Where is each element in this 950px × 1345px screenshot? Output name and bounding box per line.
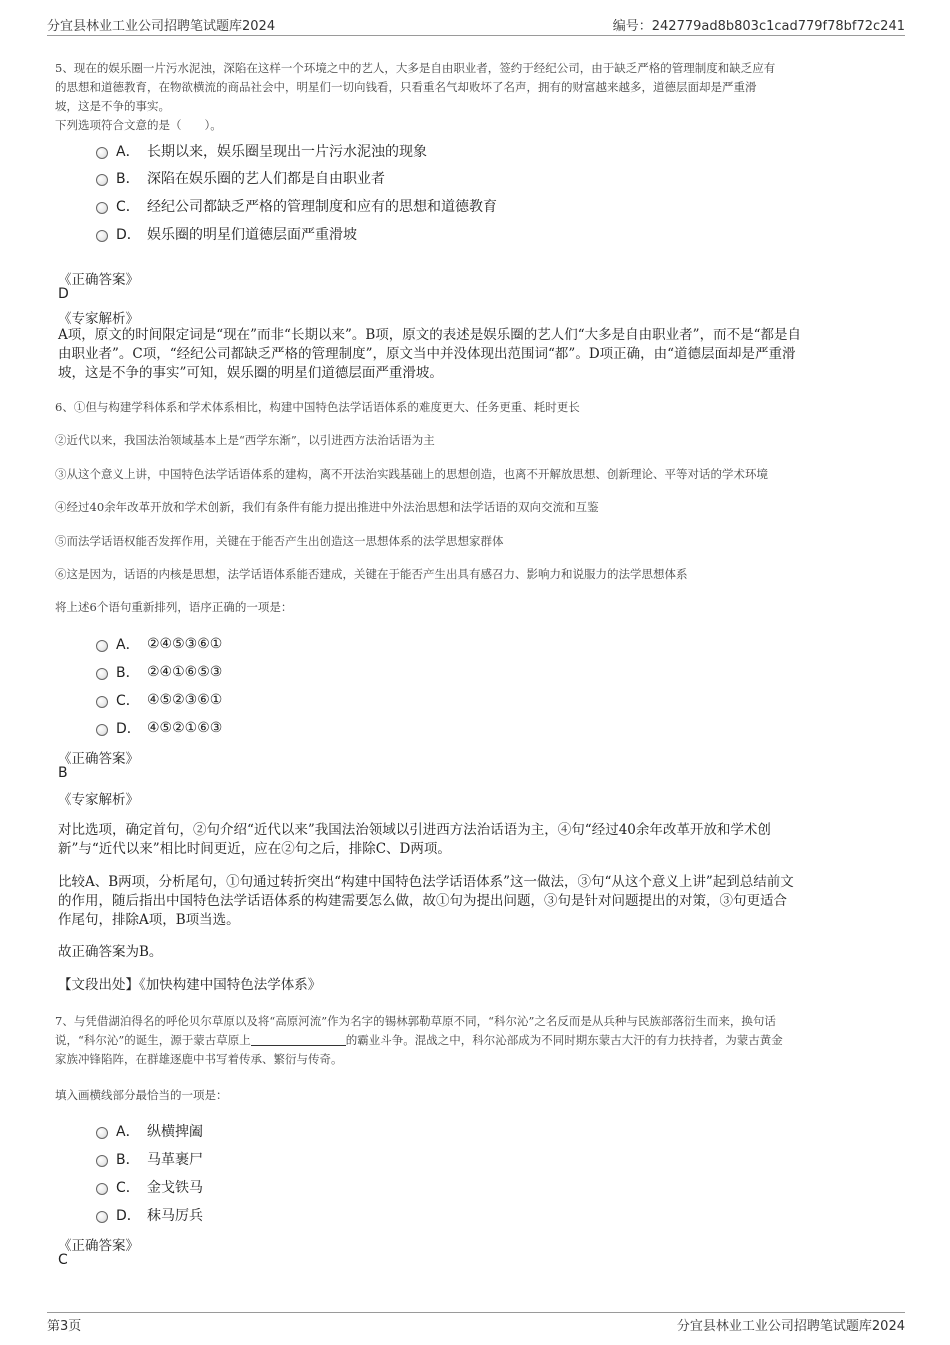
q6-sentence: ②近代以来，我国法治领域基本上是“西学东渐”，以引进西方法治话语为主 <box>55 433 435 447</box>
q7-stem-line: 家族冲锋陷阵，在群雄逐鹿中书写着传承、繁衍与传奇。 <box>55 1052 343 1066</box>
option-letter: B． <box>116 665 140 681</box>
option-text: 纵横捭阖 <box>147 1124 203 1140</box>
q6-sentence: ⑥这是因为，话语的内核是思想，法学话语体系能否建成，关键在于能否产生出具有感召力、影响力和说服力的法学思想体系 <box>55 567 688 581</box>
q6-sentence: ③从这个意义上讲，中国特色法学话语体系的建构，离不开法治实践基础上的思想创造，也离不开解放思想、创新理论、平等对话的学术环境 <box>55 467 768 481</box>
radio-icon[interactable] <box>96 668 108 680</box>
q6-analysis-label: 《专家解析》 <box>58 792 139 808</box>
radio-icon[interactable] <box>96 174 108 186</box>
q7-option-c[interactable] <box>96 1176 203 1198</box>
option-text: 马革裹尸 <box>147 1152 203 1168</box>
q5-stem-line: 坡，这是不争的事实。 <box>55 99 170 113</box>
option-letter: D． <box>116 721 141 737</box>
analysis-line: 比较A、B两项，分析尾句，①句通过转折突出“构建中国特色法学话语体系”这一做法，③句“从这个意义上讲”起到总结前文 <box>58 874 794 890</box>
q5-stem-line: 5、现在的娱乐圈一片污水泥浊，深陷在这样一个环境之中的艺人，大多是自由职业者，签约于经纪公司，由于缺乏严格的管理制度和缺乏应有 <box>55 61 776 75</box>
option-text: 金戈铁马 <box>147 1180 203 1196</box>
option-text: ②④①⑥⑤③ <box>147 664 223 680</box>
option-letter: C． <box>116 1180 140 1196</box>
q6-analysis-conclusion: 故正确答案为B。 <box>58 944 163 960</box>
q7-stem-line: 7、与凭借湖泊得名的呼伦贝尔草原以及将“高原河流”作为名字的锡林郭勒草原不同，“科尔沁”之名反而是从兵种与民族部落衍生而来，换句话 <box>55 1014 776 1028</box>
q7-answer: C <box>58 1252 68 1268</box>
analysis-line: 对比选项，确定首句，②句介绍“近代以来”我国法治领域以引进西方法治话语为主，④句“经过40余年改革开放和学术创 <box>58 822 771 838</box>
radio-icon[interactable] <box>96 1127 108 1139</box>
q6-analysis-paragraph-2 <box>58 873 888 930</box>
option-text: ②④⑤③⑥① <box>147 636 223 652</box>
footer-title: 分宜县林业工业公司招聘笔试题库2024 <box>676 1319 905 1334</box>
q7-option-a[interactable] <box>96 1120 203 1142</box>
q5-option-a[interactable] <box>96 140 427 162</box>
option-letter: C． <box>116 199 140 215</box>
q5-stem-line: 的思想和道德教育，在物欲横流的商品社会中，明星们一切向钱看，只看重名气却败坏了名声，拥有的财富越来越多，道德层面却是严重滑 <box>55 80 757 94</box>
radio-icon[interactable] <box>96 1211 108 1223</box>
page-number: 第3页 <box>47 1319 82 1334</box>
q6-question: 将上述6个语句重新排列，语序正确的一项是： <box>55 600 293 614</box>
option-letter: A． <box>116 144 140 160</box>
header-code: 编号：242779ad8b803c1cad779f78bf72c241 <box>612 19 905 34</box>
q7-stem-after-blank: 的霸业斗争。混战之中，科尔沁部成为不同时期东蒙古大汗的有力扶持者，为蒙古黄金 <box>345 1033 783 1047</box>
analysis-line: 作尾句，排除A项，B项当选。 <box>58 912 240 928</box>
analysis-line: A项，原文的时间限定词是“现在”而非“长期以来”。B项，原文的表述是娱乐圈的艺人们“大多是自由职业者”，而不是“都是自 <box>58 327 801 343</box>
analysis-line: 由职业者”。C项，“经纪公司都缺乏严格的管理制度”，原文当中并没体现出范围词“都”。D项正确，由“道德层面却是严重滑 <box>58 346 796 362</box>
q5-stem <box>55 59 905 135</box>
radio-icon[interactable] <box>96 230 108 242</box>
option-text: ④⑤②①⑥③ <box>147 720 223 736</box>
q6-answer-label: 《正确答案》 <box>58 751 139 767</box>
q6-answer: B <box>58 765 68 781</box>
q6-sentence: ④经过40余年改革开放和学术创新，我们有条件有能力提出推进中外法治思想和法学话语的双向交流和互鉴 <box>55 500 599 514</box>
header-title: 分宜县林业工业公司招聘笔试题库2024 <box>47 19 276 34</box>
page-footer <box>47 1312 905 1333</box>
q5-answer: D <box>58 286 69 302</box>
analysis-line: 新”与“近代以来”相比时间更近，应在②句之后，排除C、D两项。 <box>58 841 451 857</box>
option-letter: D． <box>116 227 141 243</box>
q7-answer-label: 《正确答案》 <box>58 1238 139 1254</box>
option-text: 秣马厉兵 <box>147 1208 203 1224</box>
q7-option-b[interactable] <box>96 1148 203 1170</box>
q7-stem-before-blank: 说，“科尔沁”的诞生，源于蒙古草原上 <box>55 1033 251 1047</box>
q6-source: 【文段出处】《加快构建中国特色法学体系》 <box>58 977 322 993</box>
q5-analysis-label: 《专家解析》 <box>58 311 139 327</box>
q6-option-c[interactable] <box>96 689 222 711</box>
radio-icon[interactable] <box>96 1155 108 1167</box>
q7-stem <box>55 1012 915 1069</box>
q6-option-d[interactable] <box>96 717 222 739</box>
q5-analysis <box>58 326 888 383</box>
q5-stem-question: 下列选项符合文意的是（ ）。 <box>55 118 222 132</box>
option-letter: D． <box>116 1208 141 1224</box>
q6-analysis-paragraph-1 <box>58 821 888 859</box>
q5-option-b[interactable] <box>96 167 385 189</box>
q7-option-d[interactable] <box>96 1204 203 1226</box>
q5-answer-label: 《正确答案》 <box>58 272 139 288</box>
q7-stem-line <box>55 1031 915 1050</box>
radio-icon[interactable] <box>96 147 108 159</box>
option-letter: B． <box>116 171 140 187</box>
q6-option-b[interactable] <box>96 661 222 683</box>
radio-icon[interactable] <box>96 724 108 736</box>
option-text: ④⑤②③⑥① <box>147 692 223 708</box>
q7-question: 填入画横线部分最恰当的一项是： <box>55 1088 228 1102</box>
analysis-line: 的作用，随后指出中国特色法学话语体系的构建需要怎么做，故①句为提出问题，③句是针对问题提出的对策，③句更适合 <box>58 893 787 909</box>
option-text: 长期以来，娱乐圈呈现出一片污水泥浊的现象 <box>147 144 427 160</box>
option-text: 娱乐圈的明星们道德层面严重滑坡 <box>147 227 357 243</box>
option-letter: A． <box>116 637 140 653</box>
q6-sentence: 6、①但与构建学科体系和学术体系相比，构建中国特色法学话语体系的难度更大、任务更重、耗时更长 <box>55 400 580 414</box>
option-text: 经纪公司都缺乏严格的管理制度和应有的思想和道德教育 <box>147 199 497 215</box>
radio-icon[interactable] <box>96 696 108 708</box>
radio-icon[interactable] <box>96 1183 108 1195</box>
analysis-line: 坡，这是不争的事实”可知，娱乐圈的明星们道德层面严重滑坡。 <box>58 365 443 381</box>
radio-icon[interactable] <box>96 640 108 652</box>
option-letter: C． <box>116 693 140 709</box>
q6-option-a[interactable] <box>96 633 222 655</box>
q6-sentence: ⑤而法学话语权能否发挥作用，关键在于能否产生出创造这一思想体系的法学思想家群体 <box>55 534 504 548</box>
q5-option-c[interactable] <box>96 195 497 217</box>
option-letter: B． <box>116 1152 140 1168</box>
option-letter: A． <box>116 1124 140 1140</box>
option-text: 深陷在娱乐圈的艺人们都是自由职业者 <box>147 171 385 187</box>
fill-blank <box>251 1032 346 1046</box>
page-header <box>47 13 905 36</box>
radio-icon[interactable] <box>96 202 108 214</box>
q5-option-d[interactable] <box>96 223 357 245</box>
